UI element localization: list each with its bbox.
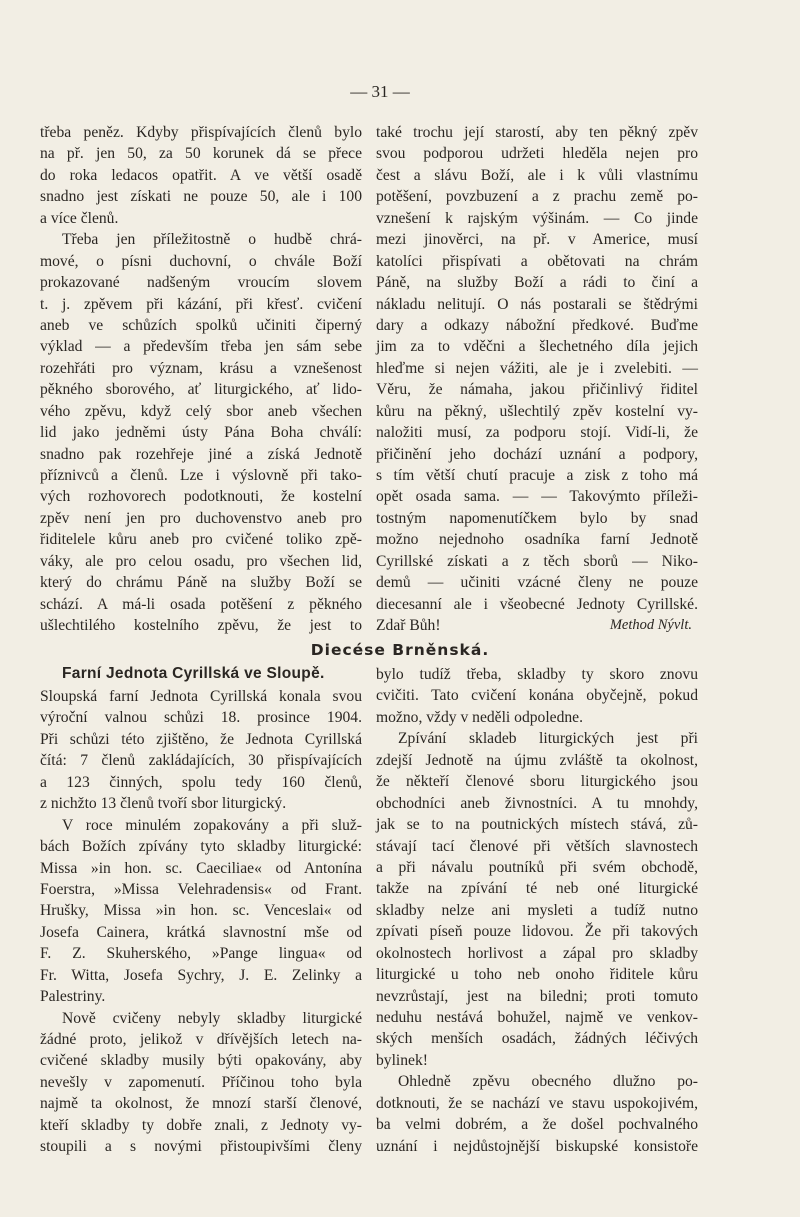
text-line: přičinění jeho dochází uznání a podpory, <box>376 445 698 463</box>
text-line: Ohledně zpěvu obecného dlužno po- <box>398 1073 698 1091</box>
text-line: na př. jen 50, za 50 korunek dá se přece <box>40 145 362 163</box>
text-line: ských menších osadách, žádných léčivých <box>376 1030 698 1048</box>
text-line: také trochu její starostí, aby ten pěkný zpěv <box>376 124 698 141</box>
text-line: s tím větší chutí pracuje a zisk z toho má <box>376 467 698 484</box>
text-line: Cyrillské získati a z těch sborů — Niko- <box>376 552 698 570</box>
text-line: zdejší Jednotě na újmu zvláště ta okolnost, <box>376 751 698 769</box>
text-line: F. Z. Skuherského, »Pange lingua« od <box>40 945 362 963</box>
text-line: cvičené skladby musily býti opakovány, aby <box>40 1052 362 1070</box>
text-line: t. j. zpěvem při kázání, při křesť. cvičení <box>40 295 362 313</box>
text-line: obchodníci aneb živnostníci. A tu mnohdy, <box>376 794 698 812</box>
text-line: svou podporou udržeti hleděla nejen pro <box>376 145 698 163</box>
text-line: ba velmi dobrém, a že došel pochvalného <box>376 1116 698 1134</box>
text-line: Josefa Cainera, krátká slavnostní mše od <box>40 923 362 941</box>
text-line: kůru na pěkný, ušlechtilý zpěv kostelní vy- <box>376 402 698 420</box>
paragraph <box>40 1008 362 1158</box>
text-line: najmě ta okolnost, že mnozí starší členové, <box>40 1095 362 1113</box>
text-line: V roce minulém zopakovány a při služ- <box>62 816 362 834</box>
text-line: ušlechtilého kostelního zpěvu, že jest to <box>40 617 362 635</box>
author-signature: Method Nývlt. <box>609 617 692 634</box>
text-line: žádné proto, jelikož v dřívějších letech na- <box>40 1031 362 1048</box>
text-line: z nichžto 13 členů tvoří sbor liturgický. <box>40 795 287 813</box>
text-line: jak se to na poutnických místech stává, zů- <box>376 816 698 834</box>
text-line: stávají tací členové při větších slavnostech <box>376 837 698 855</box>
text-line: možno nejednoho osadníka farní Jednotě <box>376 531 698 549</box>
text-line: Zpívání skladeb liturgických jest při <box>398 730 698 748</box>
text-line: nevzrůstají, jest na biledni; proti tomuto <box>376 987 698 1005</box>
text-line: tostným napomenutíčkem bylo by snad <box>376 509 698 527</box>
text-line: Fr. Witta, Josefa Sychry, J. E. Zelinky a <box>40 966 362 984</box>
text-line: mezi jinověrci, na př. v Americe, musí <box>376 231 698 249</box>
text-line: že někteří členové sboru liturgického jsou <box>376 773 698 791</box>
text-line: dary a odkazy nábožní předkové. Buďme <box>376 316 698 334</box>
paragraph <box>40 122 362 229</box>
text-line: prokazované nadšeným vroucím slovem <box>40 274 362 292</box>
text-line: pěkného sborového, ať liturgického, ať lido- <box>40 381 362 399</box>
text-line: Sloupská farní Jednota Cyrillská konala svou <box>40 688 362 705</box>
closing-line <box>376 615 698 636</box>
text-line: který do chrámu Páně na služby Boží se <box>40 574 362 592</box>
top-right-column <box>376 122 698 637</box>
text-line: takže na zpívání té neb oné liturgické <box>376 880 698 898</box>
paragraph <box>376 1071 698 1157</box>
text-line: do roka ledacos opatřit. A ve větší osadě <box>40 166 362 184</box>
text-line: aneb ve schůzích spolků učiniti čiperný <box>40 316 362 334</box>
text-line: vého zpěvu, když celý sbor aneb všechen <box>40 402 362 420</box>
text-line: Hrušky, Missa »in hon. sc. Venceslai« od <box>40 902 362 920</box>
text-line: zpívati píseň pouze lidovou. Že při takových <box>376 923 698 941</box>
top-left-column <box>40 122 362 637</box>
text-line: diecesanní ale i všeobecné Jednoty Cyrillské. <box>376 595 698 613</box>
paragraph <box>40 229 362 636</box>
text-line: stoupili a s novými přistoupivšími členy <box>40 1138 362 1156</box>
text-line: nevešly v zapomenutí. Příčinou toho byla <box>40 1073 362 1091</box>
text-line: neduhu nestává bohužel, najmě ve venkov- <box>376 1009 698 1026</box>
bottom-right-column <box>376 664 698 1157</box>
text-line: katolíci přispívati a obětovati na chrám <box>376 252 698 270</box>
text-line: demů — učiniti vzácné členy ne pouze <box>376 574 698 592</box>
text-line: příznivců a členů. Lze i výslovně při tako- <box>40 467 362 484</box>
text-line: a 123 činných, spolu tedy 160 členů, <box>40 773 362 791</box>
text-line: Páně, na služby Boží a rádi to činí a <box>376 274 698 292</box>
text-line: rozehřáti pro význam, krásu a vznešenost <box>40 359 362 377</box>
text-line: zpěv není jen pro duchovenstvo aneb pro <box>40 509 362 527</box>
text-line: hleďme si nejen vážiti, ale je i zvelebiti. — <box>376 359 698 377</box>
text-line: snadno pak rozehřeje jiné a získá Jednotě <box>40 445 362 463</box>
text-line: třeba peněz. Kdyby přispívajících členů bylo <box>40 124 362 141</box>
text-line: potěšení, povzbuzení a z prachu země po- <box>376 188 698 206</box>
text-line: Foerstra, »Missa Velehradensis« od Frant. <box>40 880 362 898</box>
text-line: Třeba jen příležitostně o hudbě chrá- <box>62 231 362 249</box>
text-line: kteří skladby ty dobře znali, z Jednoty vy- <box>40 1116 362 1134</box>
text-line: snadno jest získati ne pouze 50, ale i 100 <box>40 188 362 206</box>
text-line: řiditelele kůru aneb pro cvičené toliko zpě- <box>40 531 362 549</box>
paragraph <box>40 815 362 1008</box>
text-line: čest a slávu Boží, ale i k vůli vlastnímu <box>376 166 698 184</box>
text-line: bách Božích zpívány tyto skladby liturgické: <box>40 838 362 856</box>
text-line: naložiti musí, za podporu stojí. Vidí-li, že <box>376 424 698 442</box>
paragraph <box>376 728 698 1071</box>
text-line: a více členů. <box>40 209 119 227</box>
text-line: Při schůzi této zjištěno, že Jednota Cyrillská <box>40 730 362 748</box>
text-line: okolnostech horlivost a zápal pro skladby <box>376 944 698 962</box>
text-line: skladby nelze ani mysleti a tudíž nutno <box>376 901 698 919</box>
text-line: dotknouti, že se nachází ve stavu uspokojivém, <box>376 1094 698 1112</box>
paragraph <box>40 686 362 815</box>
text-line: cvičiti. Tato cvičení konána obyčejně, pokud <box>376 687 698 705</box>
closing-greeting: Zdař Bůh! <box>376 617 441 635</box>
text-line: výroční valnou schůzi 18. prosince 1904. <box>40 709 362 727</box>
text-line: uznání i nejdůstojnější biskupské konsistoře <box>376 1137 698 1155</box>
text-line: lid jako jedněmi ústy Pána Boha chválí: <box>40 424 362 442</box>
section-heading: Diecése Brněnská. <box>310 641 490 659</box>
text-line: schází. A má-li osada potěšení z pěkného <box>40 595 362 613</box>
text-line: a při návalu poutníků při svém obchodě, <box>376 858 698 876</box>
text-line: vých rozhovorech podotknouti, že kostelní <box>40 488 362 506</box>
article-title: Farní Jednota Cyrillská ve Sloupě. <box>62 665 325 682</box>
text-line: mové, o písni duchovní, o chvále Boží <box>40 252 362 270</box>
text-line: váky, ale pro celou osadu, pro všechen lid, <box>40 552 362 570</box>
text-line: vznešení k rajským výšinám. — Co jinde <box>376 209 698 227</box>
text-line: liturgické u toho neb onoho řiditele kůru <box>376 966 698 984</box>
page-number: — 31 — <box>350 82 410 101</box>
text-line: výklad — a především třeba jen sám sebe <box>40 338 362 356</box>
text-line: Palestriny. <box>40 988 106 1006</box>
text-line: nákladu nelitují. O nás postarali se štědrými <box>376 295 698 313</box>
bottom-left-column <box>40 686 362 1158</box>
text-line: Věru, že námaha, jakou přičinlivý řiditel <box>376 381 698 399</box>
text-line: Missa »in hon. sc. Caeciliae« od Antonína <box>40 859 362 877</box>
paragraph <box>376 664 698 728</box>
text-line: bylo tudíž třeba, skladby ty skoro znovu <box>376 666 698 683</box>
text-line: čítá: 7 členů zakládajících, 30 přispívajících <box>40 752 362 770</box>
paragraph <box>376 122 698 615</box>
text-line: možno, vždy v neděli odpoledne. <box>376 708 583 726</box>
text-line: Nově cvičeny nebyly skladby liturgické <box>62 1009 362 1027</box>
text-line: opět osada sama. — — Takovýmto příleži- <box>376 488 698 506</box>
text-line: bylinek! <box>376 1051 428 1069</box>
text-line: jim za to vděčni a šlechetného díla jejich <box>376 338 698 356</box>
